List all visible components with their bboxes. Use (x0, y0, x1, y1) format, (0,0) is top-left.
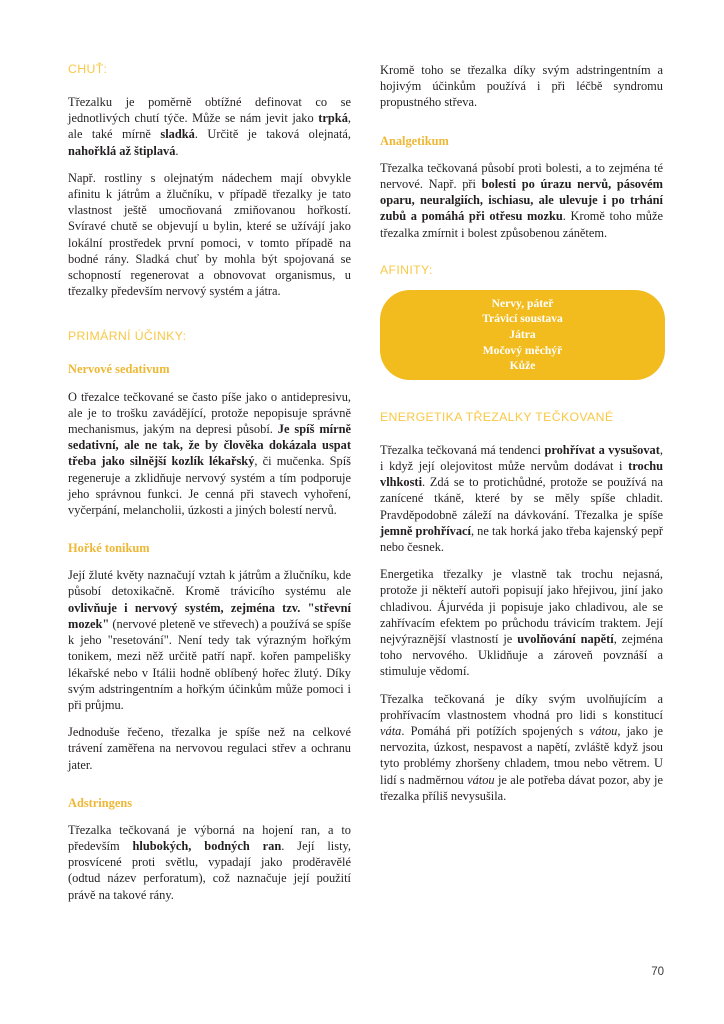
paragraph-nervove-sedativum: O třezalce tečkované se často píše jako o antidepresivu, ale je to trošku zavádějící, protože nepopisuje správně mechanismus, jakým na depresi působí. Je spíš mírně sedativní, ale ne tak, že by člověka dokázala uspat třeba jako silnější kozlík lékařský, či mučenka. Spíš regeneruje a zklidňuje nervový systém a tím podporuje jeho správnou funkci. Je cenná při stavech vyhoření, vyčerpání, melancholii, úzkosti a jiných bolestí nervů. (68, 389, 351, 517)
paragraph-adstringens: Třezalka tečkovaná je výborná na hojení ran, a to především hlubokých, bodných ran. Její listy, prosvícené proti světlu, vypadají jako proděravělé (odtud název perforatum), což naznačuje její použití právě na takové rány. (68, 822, 351, 902)
affinity-box (380, 290, 665, 380)
affinity-item: Játra (509, 327, 536, 341)
subheading-analgetikum: Analgetikum (380, 133, 449, 148)
subheading-horke-tonikum: Hořké tonikum (68, 541, 150, 556)
right-column (380, 62, 663, 942)
paragraph-horke-tonikum-2: Jednoduše řečeno, třezalka je spíše než na celkové trávení zaměřena na nervovou regulaci střev a ochranu jater. (68, 725, 351, 772)
paragraph-analgetikum: Třezalka tečkovaná působí proti bolesti, a to zejména té nervové. Např. při bolesti po úrazu nervů, pásovém oparu, neuralgiích, ischiasu, ale ulevuje i po trhání zubů a pomáhá při otřesu mozku. Kromě toho může třezalka zmírnit i bolest způsobenou zánětem. (380, 160, 663, 240)
left-column (68, 62, 351, 942)
subheading-adstringens: Adstringens (68, 795, 133, 810)
subheading-nervove-sedativum: Nervové sedativum (68, 362, 170, 377)
affinity-item: Trávicí soustava (482, 312, 563, 326)
two-column-layout (68, 62, 664, 942)
heading-energetika: ENERGETIKA TŘEZALKY TEČKOVANÉ (380, 409, 614, 424)
paragraph-horke-tonikum-1: Její žluté květy naznačují vztah k játrům a žlučníku, kde působí detoxikačně. Kromě trávicího systému ale ovlivňuje i nervový systém, zejména tzv. "střevní mozek" (nervové pleteně ve střevech) a používá se spíše k jeho "resetování". Není tedy tak výrazným hořkým tonikem, mezi něž určitě patří např. kořen pampelišky lékařské nebo v Itálii hodně oblíbený hořec žlutý. Díky svým adstringentním a hořkým účinkům může pomoci i při průjmu. (68, 568, 351, 712)
paragraph-chut-2: Např. rostliny s olejnatým nádechem mají obvykle afinitu k játrům a žlučníku, v případě třezalky je tato vlastnost ještě umocňovaná zmiňovanou hořkostí. Svíravé chutě se objevují u bylin, které se užívájí jako lokální prostředek první pomoci, v tomto případě na bodné rány. Sladká chuť by mohla být spojovaná se schopností regenerovat a obnovovat organismus, u třezalky především nervový systém a játra. (68, 170, 351, 299)
affinity-item: Kůže (509, 359, 536, 373)
heading-chut: CHUŤ: (68, 62, 108, 76)
paragraph-chut-1: Třezalku je poměrně obtížné definovat co se jednotlivých chutí týče. Může se nám jevit jako trpká, ale také mírně sladká. Určitě je taková olejnatá, nahořklá až štiplavá. (68, 94, 351, 158)
affinity-item: Nervy, páteř (491, 296, 554, 310)
paragraph-energetika-3: Třezalka tečkovaná je díky svým uvolňujícím a prohřívacím vlastnostem vhodná pro lidi s konstitucí váta. Pomáhá při potížích spojených s vátou, jako je nervozita, úzkost, nespavost a napětí, zvláště když jsou tyto problémy zhoršeny chladem, tmou nebo větrem. U lidí s nadměrnou vátou je ale potřeba dávat pozor, aby je třezalka příliš nevysušila. (380, 691, 663, 803)
paragraph-right-top: Kromě toho se třezalka díky svým adstringentním a hojivým účinkům používá i při léčbě syndromu propustného střeva. (380, 63, 663, 110)
heading-afinity: AFINITY: (380, 262, 433, 277)
paragraph-energetika-2: Energetika třezalky je vlastně tak trochu nejasná, protože ji někteří autoři popisují jako hřejivou, jiní jako chladivou. Ájurvéda ji popisuje jako chladivou, ale se zahřívacím efektem po průchodu trávicím traktem. Její nejvýraznější vlastností je uvolňování napětí, zejména toho nervového. Uklidňuje a zároveň povznáší a stimuluje vědomí. (380, 567, 663, 679)
page-number: 70 (651, 966, 664, 978)
heading-primarni-ucinky: PRIMÁRNÍ ÚČINKY: (68, 329, 187, 344)
paragraph-energetika-1: Třezalka tečkovaná má tendenci prohřívat a vysušovat, i když její olejovitost může nervům dodávat i trochu vlhkosti. Zdá se to protichůdné, protože se používá na zanícené tkáně, které by se měly spíše chladit. Pravděpodobně záleží na dávkování. Třezalka je spíše jemně prohřívací, ne tak horká jako třeba kajenský pepř nebo česnek. (380, 442, 664, 554)
affinity-item: Močový měchýř (482, 343, 563, 357)
